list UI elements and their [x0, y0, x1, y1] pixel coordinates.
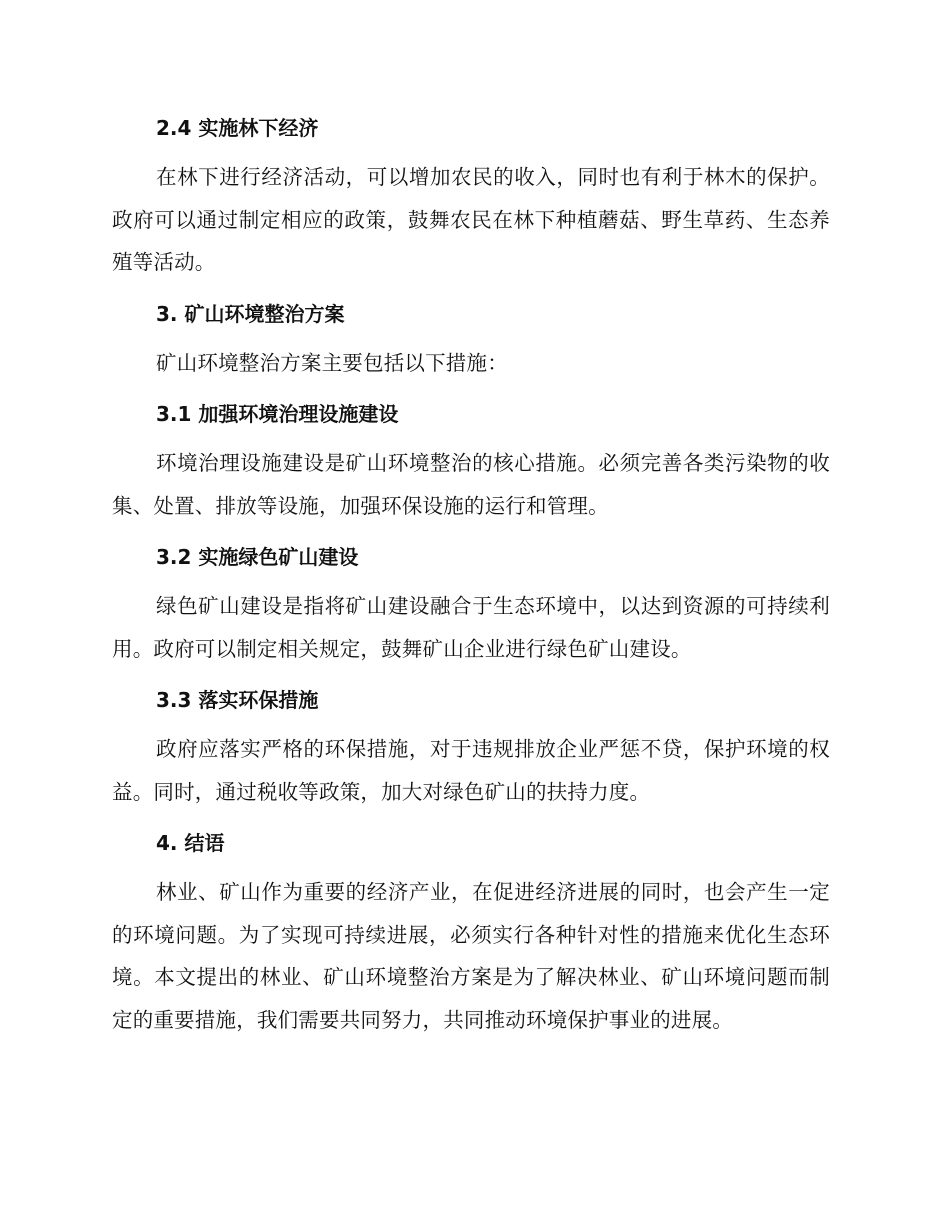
section-heading-3-1: 3.1 加强环境治理设施建设: [156, 402, 399, 426]
spacer: [112, 575, 830, 585]
section-heading-4: 4. 结语: [156, 831, 225, 855]
paragraph-4: 林业、矿山作为重要的经济产业，在促进经济进展的同时，也会产生一定的环境问题。为了实现可持续进展，必须实行各种针对性的措施来优化生态环境。本文提出的林业、矿山环境整治方案是为了解决林业、矿山环境问题而制定的重要措施，我们需要共同努力，共同推动环境保护事业的进展。: [112, 880, 830, 1032]
spacer: [112, 527, 830, 539]
spacer: [112, 146, 830, 156]
spacer: [112, 432, 830, 442]
section-heading-3-3: 3.3 落实环保措施: [156, 688, 319, 712]
section-heading-3: 3. 矿山环境整治方案: [156, 301, 345, 326]
spacer: [112, 332, 830, 342]
paragraph-3-3: 政府应落实严格的环保措施，对于违规排放企业严惩不贷，保护环境的权益。同时，通过税收等政策，加大对绿色矿山的扶持力度。: [112, 737, 830, 804]
section-heading-2-4: 2.4 实施林下经济: [156, 116, 319, 140]
spacer: [112, 384, 830, 396]
spacer: [112, 861, 830, 871]
paragraph-3: 矿山环境整治方案主要包括以下措施：: [156, 350, 508, 375]
paragraph-3-2: 绿色矿山建设是指将矿山建设融合于生态环境中，以达到资源的可持续利用。政府可以制定相关规定，鼓舞矿山企业进行绿色矿山建设。: [112, 594, 830, 661]
paragraph-2-4: 在林下进行经济活动，可以增加农民的收入，同时也有利于林木的保护。政府可以通过制定相应的政策，鼓舞农民在林下种植蘑菇、野生草药、生态养殖等活动。: [112, 165, 830, 274]
spacer: [112, 718, 830, 728]
spacer: [112, 670, 830, 682]
document-page: [112, 110, 830, 1041]
section-heading-3-2: 3.2 实施绿色矿山建设: [156, 545, 359, 569]
spacer: [112, 284, 830, 296]
spacer: [112, 813, 830, 825]
paragraph-3-1: 环境治理设施建设是矿山环境整治的核心措施。必须完善各类污染物的收集、处置、排放等设施，加强环保设施的运行和管理。: [112, 451, 830, 518]
